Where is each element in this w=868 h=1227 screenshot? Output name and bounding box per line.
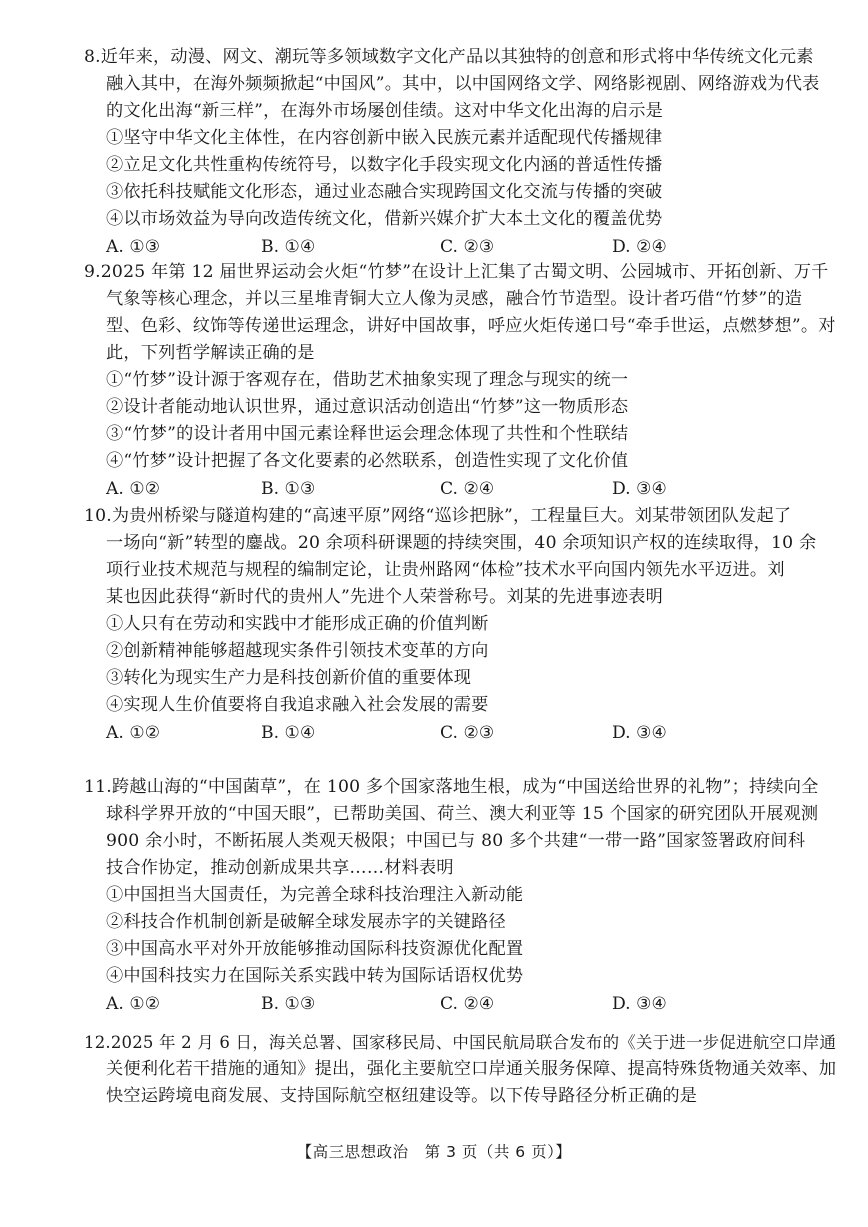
choice-c: C. ②③ [440, 237, 495, 257]
choice-c: C. ②④ [440, 479, 495, 499]
question-stem-line: 某也因此获得“新时代的贵州人”先进个人荣誉称号。刘某的先进事迹表明 [106, 587, 663, 607]
choice-b: B. ①④ [261, 237, 316, 257]
choice-c: C. ②③ [440, 723, 495, 743]
statement-option: ①人只有在劳动和实践中才能形成正确的价值判断 [106, 614, 489, 634]
question-stem-line: 技合作协定，推动创新成果共享……材料表明 [106, 858, 454, 878]
question-stem-line: 11.跨越山海的“中国菌草”，在 100 多个国家落地生根，成为“中国送给世界的礼物”；持续向全 [84, 777, 819, 797]
statement-option: ④中国科技实力在国际关系实践中转为国际话语权优势 [106, 966, 524, 986]
choice-a: A. ①② [106, 723, 161, 743]
question-stem-line: 关便利化若干措施的通知》提出，强化主要航空口岸通关服务保障、提高特殊货物通关效率、加 [106, 1059, 837, 1079]
choice-b: B. ①④ [261, 723, 316, 743]
question-stem-line: 900 余小时，不断拓展人类观天极限；中国已与 80 多个共建“一带一路”国家签署政府间科 [106, 831, 806, 851]
choice-d: D. ③④ [612, 479, 667, 499]
statement-option: ③中国高水平对外开放能够推动国际科技资源优化配置 [106, 939, 524, 959]
statement-option: ②立足文化共性重构传统符号，以数字化手段实现文化内涵的普适性传播 [106, 155, 663, 175]
question-stem-line: 项行业技术规范与规程的编制定论，让贵州路网“体检”技术水平向国内领先水平迈进。刘 [106, 560, 785, 580]
question-stem-line: 12.2025 年 2 月 6 日，海关总署、国家移民局、中国民航局联合发布的《关于进一步促进航空口岸通 [84, 1033, 837, 1052]
choice-a: A. ①② [106, 479, 161, 499]
statement-option: ④“竹梦”设计把握了各文化要素的必然联系，创造性实现了文化价值 [106, 451, 629, 471]
statement-option: ②创新精神能够超越现实条件引领技术变革的方向 [106, 641, 489, 661]
choice-a: A. ①③ [106, 237, 161, 257]
statement-option: ①中国担当大国责任，为完善全球科技治理注入新动能 [106, 885, 524, 905]
question-stem-line: 10.为贵州桥梁与隧道构建的“高速平原”网络“巡诊把脉”，工程量巨大。刘某带领团队发起了 [84, 506, 792, 526]
question-stem-line: 一场向“新”转型的鏖战。20 余项科研课题的持续突围，40 余项知识产权的连续取得，10 余 [106, 533, 817, 553]
statement-option: ①“竹梦”设计源于客观存在，借助艺术抽象实现了理念与现实的统一 [106, 370, 629, 390]
statement-option: ③转化为现实生产力是科技创新价值的重要体现 [106, 668, 472, 688]
question-stem-line: 此，下列哲学解读正确的是 [106, 343, 315, 363]
statement-option: ②科技合作机制创新是破解全球发展赤字的关键路径 [106, 912, 506, 932]
choice-c: C. ②④ [440, 994, 495, 1014]
choice-b: B. ①③ [261, 994, 316, 1014]
question-stem-line: 球科学界开放的“中国天眼”，已帮助美国、荷兰、澳大利亚等 15 个国家的研究团队开展观测 [106, 804, 819, 824]
question-stem-line: 的文化出海“新三样”，在海外市场屡创佳绩。这对中华文化出海的启示是 [106, 101, 663, 121]
question-stem-line: 8.近年来，动漫、网文、潮玩等多领域数字文化产品以其独特的创意和形式将中华传统文化元素 [84, 47, 814, 67]
statement-option: ④以市场效益为导向改造传统文化，借新兴媒介扩大本土文化的覆盖优势 [106, 209, 663, 229]
statement-option: ②设计者能动地认识世界，通过意识活动创造出“竹梦”这一物质形态 [106, 397, 629, 417]
question-stem-line: 型、色彩、纹饰等传递世运理念，讲好中国故事，呼应火炬传递口号“牵手世运，点燃梦想”。对 [106, 316, 836, 336]
question-stem-line: 气象等核心理念，并以三星堆青铜大立人像为灵感，融合竹节造型。设计者巧借“竹梦”的造 [106, 289, 803, 309]
choice-b: B. ①③ [261, 479, 316, 499]
question-stem-line: 9.2025 年第 12 届世界运动会火炬“竹梦”在设计上汇集了古蜀文明、公园城市、开拓创新、万千 [84, 262, 829, 282]
statement-option: ④实现人生价值要将自我追求融入社会发展的需要 [106, 695, 489, 715]
question-stem-line: 融入其中，在海外频频掀起“中国风”。其中，以中国网络文学、网络影视剧、网络游戏为代表 [106, 74, 820, 94]
statement-option: ③依托科技赋能文化形态，通过业态融合实现跨国文化交流与传播的突破 [106, 182, 663, 202]
choice-d: D. ③④ [612, 994, 667, 1014]
choice-d: D. ②④ [612, 237, 667, 257]
page-footer: 【高三思想政治 第 3 页（共 6 页）】 [296, 1143, 572, 1161]
question-stem-line: 快空运跨境电商发展、支持国际航空枢纽建设等。以下传导路径分析正确的是 [106, 1086, 698, 1106]
choice-d: D. ③④ [612, 723, 667, 743]
statement-option: ③“竹梦”的设计者用中国元素诠释世运会理念体现了共性和个性联结 [106, 424, 629, 444]
statement-option: ①坚守中华文化主体性，在内容创新中嵌入民族元素并适配现代传播规律 [106, 128, 663, 148]
choice-a: A. ①② [106, 994, 161, 1014]
